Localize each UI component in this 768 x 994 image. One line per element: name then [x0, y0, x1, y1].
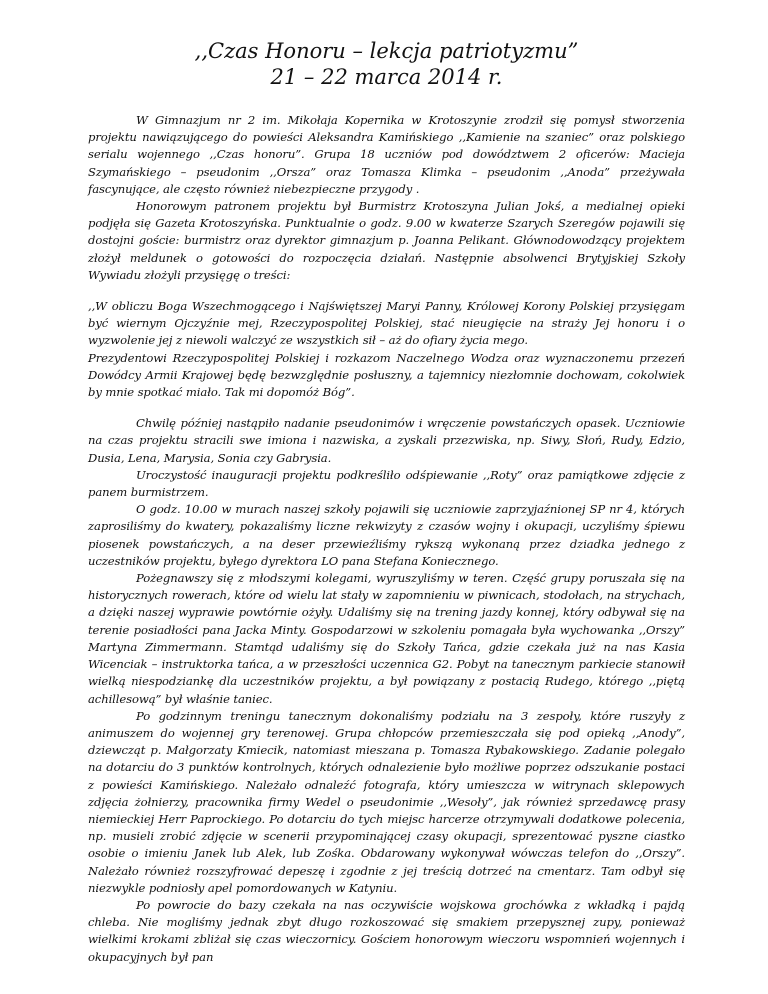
paragraph-main-5: Po godzinnym treningu tanecznym dokonaliśmy podziału na 3 zespoły, które ruszyły z animuszem do wojennej gry terenowej. Grupa chłopców przemieszczała się pod opieką ,,Anody”, dziewcząt p. Małgorzaty Kmiecik, natomiast mieszana p. Tomasza Rybakowskiego. Zadanie polegało na dotarciu do 3 punktów kontrolnych, których odnalezienie było możliwe poprzez odszukanie postaci z powieści Kamińskiego. Należało odnaleźć fotografa, który umieszcza w witrynach sklepowych zdjęcia żołnierzy, pracownika firmy Wedel o pseudonimie ,,Wesoły”, jak również sprzedawcę prasy niemieckiej Herr Paprockiego. Po dotarciu do tych miejsc harcerze otrzymywali dodatkowe polecenia, np. musieli zrobić zdjęcie w scenerii przypominającej czasy okupacji, sprezentować pyszne ciastko osobie o imieniu Janek lub Alek, lub Zośka. Obdarowany wykonywał wówczas telefon do ,,Orszy”. Należało również rozszyfrować depeszę i zgodnie z jej treścią dotrzeć na cmentarz. Tam odbył się niezwykle podniosły apel pomordowanych w Katyniu. — [88, 708, 685, 895]
oath-paragraph-1: ,,W obliczu Boga Wszechmogącego i Najświętszej Maryi Panny, Królowej Korony Polskiej przysięgam być wiernym Ojczyźnie mej, Rzeczypospolitej Polskiej, stać nieugięcie na straży Jej honoru i o wyzwolenie jej z niewoli walczyć ze wszystkich sił – aż do ofiary życia mego. — [88, 299, 685, 348]
paragraph-intro-2: Honorowym patronem projektu był Burmistrz Krotoszyna Julian Jokś, a medialnej opieki podjęła się Gazeta Krotoszyńska. Punktualnie o godz. 9.00 w kwaterze Szarych Szeregów pojawili się dostojni goście: burmistrz oraz dyrektor gimnazjum p. Joanna Pelikant. Głównodowodzący projektem złożył meldunek o gotowości do rozpoczęcia działań. Następnie absolwenci Brytyjskiej Szkoły Wywiadu złożyli przysięgę o treści: — [88, 199, 685, 282]
paragraph-intro-1: W Gimnazjum nr 2 im. Mikołaja Kopernika w Krotoszynie zrodził się pomysł stworzenia projektu nawiązującego do powieści Aleksandra Kamińskiego ,,Kamienie na szaniec” oraz polskiego serialu wojennego ,,Czas honoru”. Grupa 18 uczniów pod dowództwem 2 oficerów: Macieja Szymańskiego – pseudonim ,,Orsza” oraz Tomasza Klimka – pseudonim ,,Anoda” przeżywała fascynujące, ale często również niebezpieczne przygody . — [88, 113, 685, 196]
paragraph-main-1: Chwilę później nastąpiło nadanie pseudonimów i wręczenie powstańczych opasek. Uczniowie na czas projektu stracili swe imiona i nazwiska, a zyskali przezwiska, np. Siwy, Słoń, Rudy, Edzio, Dusia, Lena, Marysia, Sonia czy Gabrysia. — [88, 416, 685, 465]
paragraph-main-2: Uroczystość inauguracji projektu podkreśliło odśpiewanie ,,Roty” oraz pamiątkowe zdjęcie z panem burmistrzem. — [88, 467, 685, 500]
document-title: ,,Czas Honoru – lekcja patriotyzmu” — [194, 39, 579, 63]
document-page — [88, 38, 685, 966]
oath-quote — [88, 298, 685, 401]
oath-paragraph-2: Prezydentowi Rzeczypospolitej Polskiej i rozkazom Naczelnego Wodza oraz wyznaczonemu przezeń Dowódcy Armii Krajowej będę bezwzględnie posłuszny, a tajemnicy niezłomnie dochowam, cokolwiek by mnie spotkać miało. Tak mi dopomóż Bóg”. — [88, 350, 685, 400]
paragraph-main-4: Pożegnawszy się z młodszymi kolegami, wyruszyliśmy w teren. Część grupy poruszała się na historycznych rowerach, które od wielu lat stały w zapomnieniu w piwnicach, stodołach, na strychach, a dzięki naszej wyprawie powtórnie ożyły. Udaliśmy się na trening jazdy konnej, który odbywał się na terenie posiadłości pana Jacka Minty. Gospodarzowi w szkoleniu pomagała była wychowanka ,,Orszy” Martyna Zimmermann. Stamtąd udaliśmy się do Szkoły Tańca, gdzie czekała już na nas Kasia Wicenciak – instruktorka tańca, a w przeszłości uczennica G2. Pobyt na tanecznym parkiecie stanowił wielką niespodziankę dla uczestników projektu, a był powiązany z postacią Rudego, którego ,,piętą achillesową” był właśnie taniec. — [88, 571, 685, 706]
paragraph-main-6: Po powrocie do bazy czekała na nas oczywiście wojskowa grochówka z wkładką i pajdą chleba. Nie mogliśmy jednak zbyt długo rozkoszować się smakiem przepysznej zupy, ponieważ wielkimi krokami zbliżał się czas wieczornicy. Gościem honorowym wieczoru wspomnień wojennych i okupacyjnych był pan — [88, 897, 685, 964]
document-date: 21 – 22 marca 2014 r. — [270, 65, 503, 89]
paragraph-main-3: O godz. 10.00 w murach naszej szkoły pojawili się uczniowie zaprzyjaźnionej SP nr 4, których zaprosiliśmy do kwatery, pokazaliśmy liczne rekwizyty z czasów wojny i okupacji, uczyliśmy śpiewu piosenek powstańczych, a na deser przewieźliśmy rykszą wykonaną przez dziadka jednego z uczestników projektu, byłego dyrektora LO pana Stefana Koniecznego. — [88, 502, 685, 568]
